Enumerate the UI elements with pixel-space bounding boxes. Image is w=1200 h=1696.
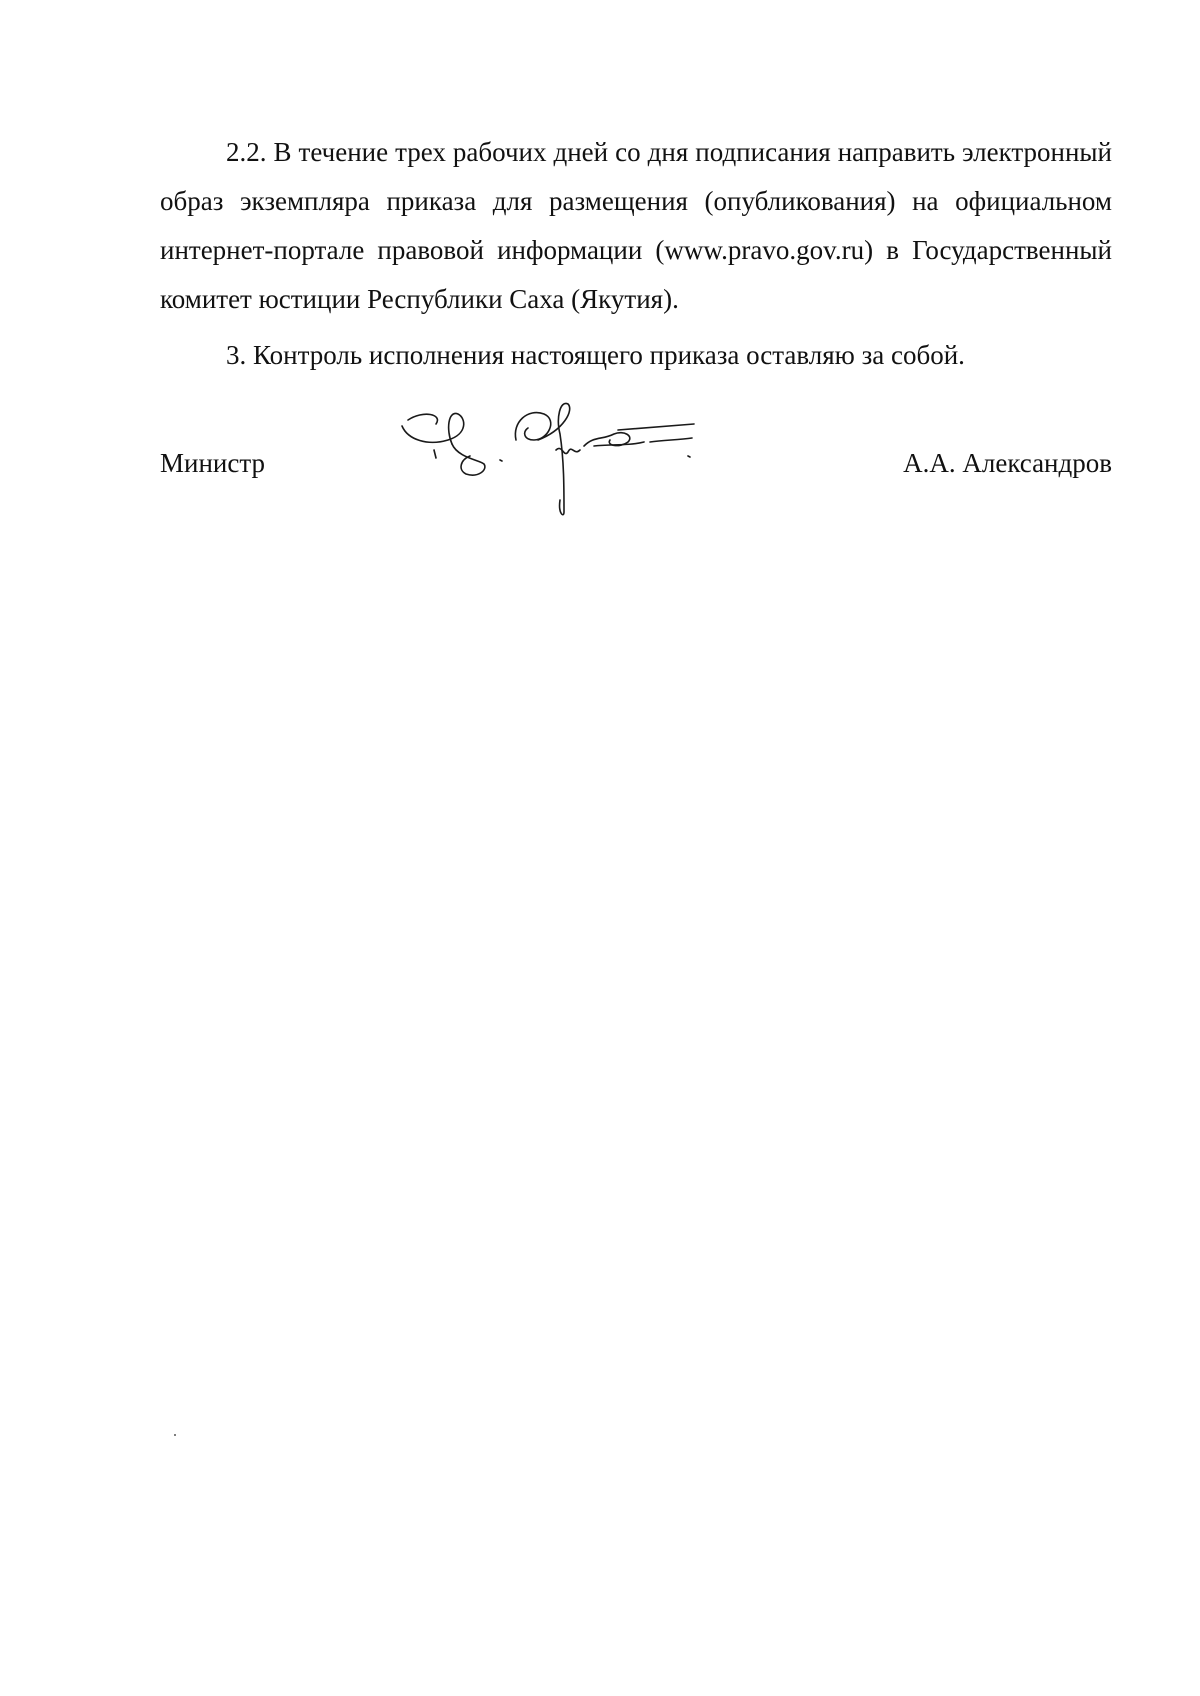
signature-block bbox=[160, 400, 1112, 530]
paragraph-3: 3. Контроль исполнения настоящего приказа оставляю за собой. bbox=[226, 340, 965, 370]
signatory-position: Министр bbox=[160, 448, 265, 478]
scan-artifact-dot bbox=[174, 1434, 176, 1436]
handwritten-signature-icon bbox=[388, 400, 718, 530]
document-body bbox=[160, 128, 1112, 380]
signatory-name: А.А. Александров bbox=[903, 448, 1112, 478]
paragraph-2-2: 2.2. В течение трех рабочих дней со дня подписания направить электронный образ экземпляра приказа для размещения (опубликования) на официальном интернет-портале правовой информации (www.pravo.gov.ru) в Государственный комитет юстиции Республики Саха (Якутия). bbox=[160, 137, 1112, 314]
